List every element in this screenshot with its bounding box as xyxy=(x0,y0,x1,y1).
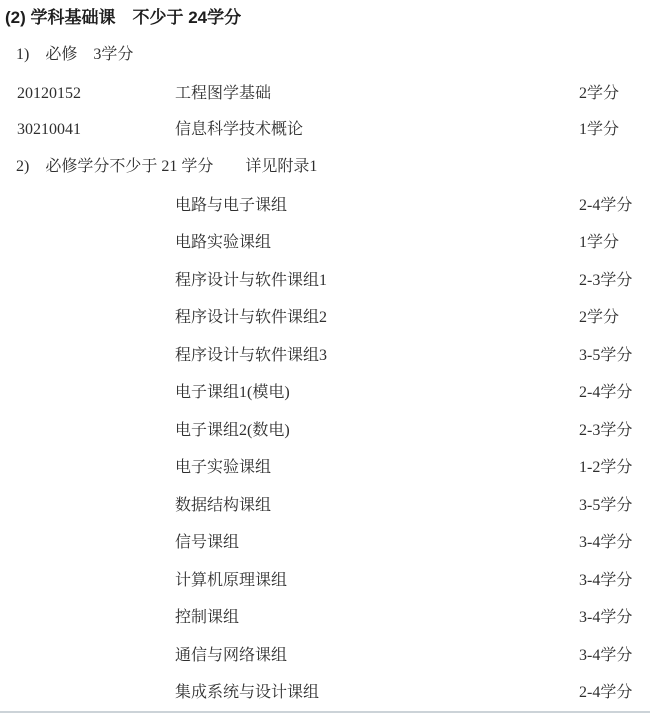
course-credits: 2学分 xyxy=(579,85,620,102)
course-group-row xyxy=(0,233,650,253)
group-name: 通信与网络课组 xyxy=(175,647,288,664)
group-credits: 2-4学分 xyxy=(579,197,633,214)
course-group-row xyxy=(0,496,650,516)
group-name: 程序设计与软件课组3 xyxy=(175,347,328,364)
course-group-row xyxy=(0,646,650,666)
group-credits: 2-3学分 xyxy=(579,422,633,439)
required-course-row xyxy=(0,84,650,104)
course-name: 信息科学技术概论 xyxy=(175,121,304,138)
course-code: 30210041 xyxy=(17,121,81,138)
group-credits: 2-3学分 xyxy=(579,272,633,289)
group-credits: 1学分 xyxy=(579,234,620,251)
bottom-divider xyxy=(0,711,650,713)
subsection-2-label: 2) 必修学分不少于 21 学分 详见附录1 xyxy=(16,158,318,175)
course-group-row xyxy=(0,458,650,478)
group-credits: 3-5学分 xyxy=(579,347,633,364)
group-credits: 3-5学分 xyxy=(579,497,633,514)
group-name: 数据结构课组 xyxy=(175,497,272,514)
course-group-row xyxy=(0,346,650,366)
group-name: 信号课组 xyxy=(175,534,240,551)
group-name: 电路与电子课组 xyxy=(175,197,288,214)
required-course-row xyxy=(0,120,650,140)
course-group-row xyxy=(0,383,650,403)
group-name: 控制课组 xyxy=(175,609,240,626)
course-code: 20120152 xyxy=(17,85,81,102)
group-credits: 2-4学分 xyxy=(579,384,633,401)
group-name: 电路实验课组 xyxy=(175,234,272,251)
group-credits: 3-4学分 xyxy=(579,534,633,551)
course-group-row xyxy=(0,608,650,628)
section-heading: (2) 学科基础课 不少于 24学分 xyxy=(5,8,242,27)
course-group-row xyxy=(0,533,650,553)
course-group-row xyxy=(0,683,650,703)
course-group-row xyxy=(0,571,650,591)
group-credits: 1-2学分 xyxy=(579,459,633,476)
group-name: 电子课组2(数电) xyxy=(175,422,290,439)
group-name: 程序设计与软件课组2 xyxy=(175,309,328,326)
group-name: 集成系统与设计课组 xyxy=(175,684,320,701)
group-credits: 3-4学分 xyxy=(579,572,633,589)
group-credits: 2学分 xyxy=(579,309,620,326)
subsection-1-label: 1) 必修 3学分 xyxy=(16,46,134,63)
course-group-row xyxy=(0,196,650,216)
course-group-row xyxy=(0,421,650,441)
group-name: 计算机原理课组 xyxy=(175,572,288,589)
course-group-row xyxy=(0,308,650,328)
group-credits: 3-4学分 xyxy=(579,609,633,626)
group-name: 电子课组1(模电) xyxy=(175,384,290,401)
group-credits: 3-4学分 xyxy=(579,647,633,664)
course-name: 工程图学基础 xyxy=(175,85,272,102)
group-credits: 2-4学分 xyxy=(579,684,633,701)
group-name: 电子实验课组 xyxy=(175,459,272,476)
group-name: 程序设计与软件课组1 xyxy=(175,272,328,289)
course-credits: 1学分 xyxy=(579,121,620,138)
course-group-row xyxy=(0,271,650,291)
